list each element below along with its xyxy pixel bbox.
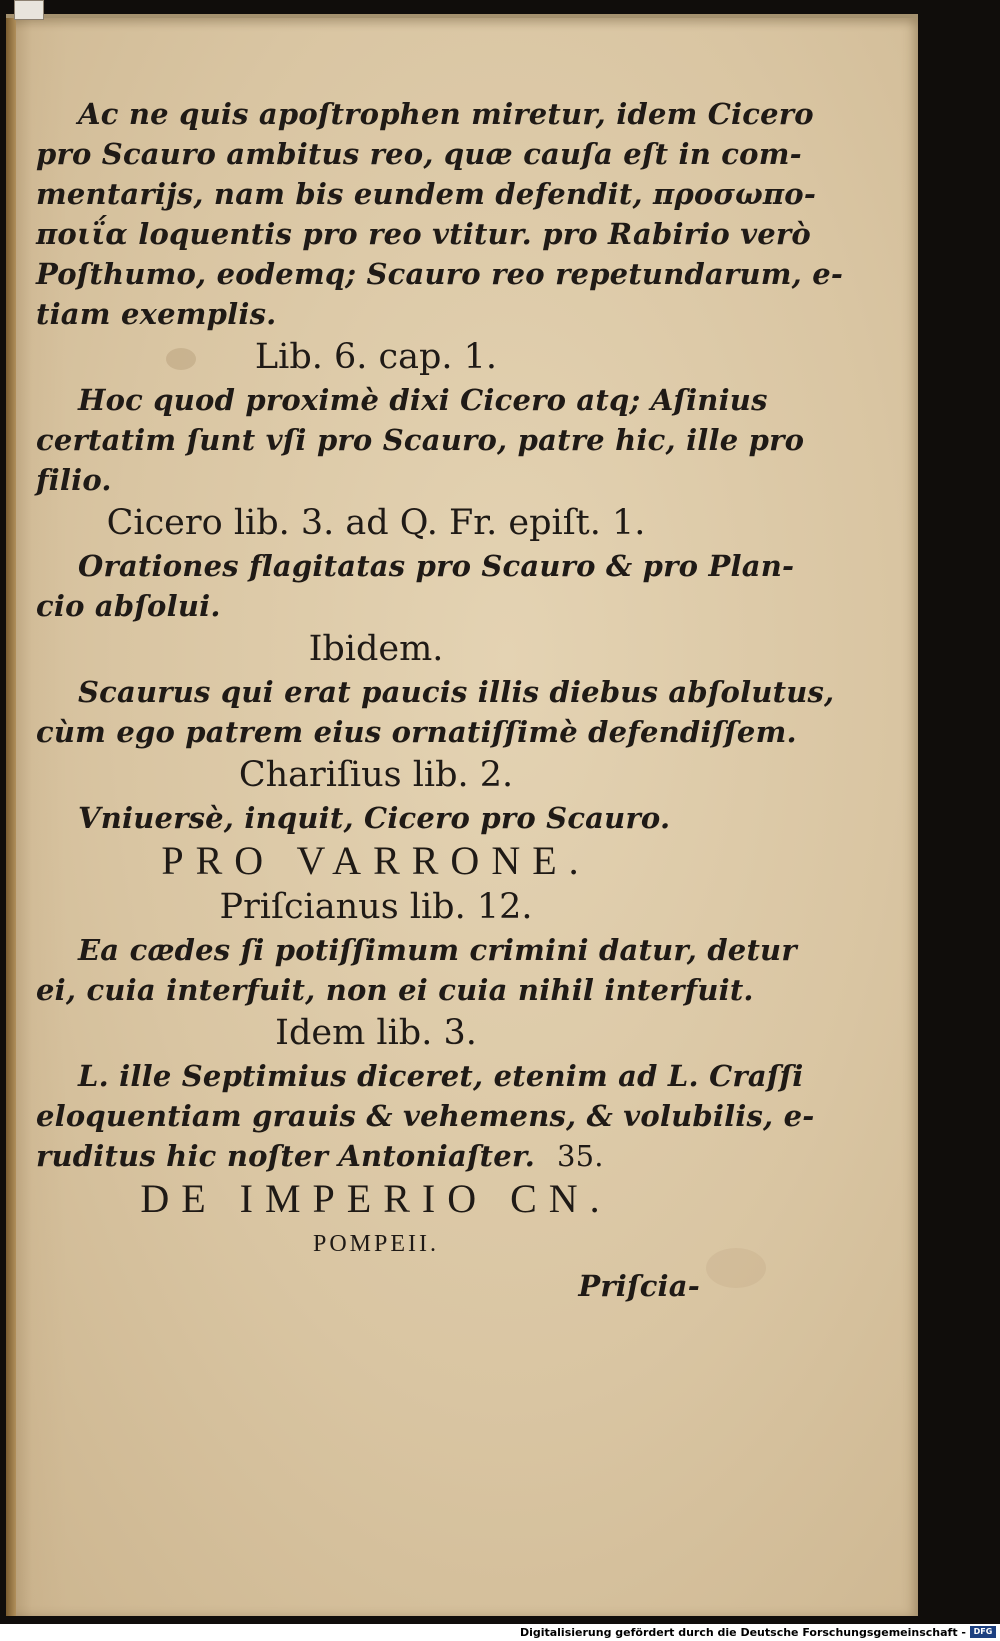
text-line: Ac ne quis apoſtrophen miretur, idem Cicero: [78, 97, 814, 131]
text-line: tiam exemplis.: [36, 297, 277, 331]
section-heading: Lib. 6. cap. 1.: [254, 337, 498, 377]
text-line: ποιΐα loquentis pro reo vtitur. pro Rabirio verò: [36, 217, 811, 251]
footer-bar: [0, 1624, 1000, 1641]
dfg-logo-icon: DFG: [970, 1626, 996, 1638]
page-text: [36, 94, 844, 1306]
text-line: mentarijs, nam bis eundem defendit, προσωπο-: [36, 177, 817, 211]
section-heading: Idem lib. 3.: [275, 1013, 477, 1053]
bookmark-tab: [14, 0, 44, 20]
text-line-content: ruditus hic noſter Antoniaſter.: [36, 1139, 535, 1173]
text-line: cio abſolui.: [36, 589, 221, 623]
page-number: 35.: [557, 1139, 604, 1173]
catchword: Priſcia-: [578, 1269, 700, 1303]
book-page: [6, 14, 918, 1616]
section-heading: Chariſius lib. 2.: [238, 755, 514, 795]
section-subtitle: POMPEII.: [312, 1231, 439, 1257]
footer-credit: Digitalisierung gefördert durch die Deutsche Forschungsgemeinschaft -: [519, 1626, 966, 1639]
text-line: Poſthumo, eodemq; Scauro reo repetundarum, e-: [36, 257, 844, 291]
text-line: ei, cuia interfuit, non ei cuia nihil interfuit.: [36, 973, 754, 1007]
text-line: [36, 1136, 716, 1176]
section-heading: Ibidem.: [308, 629, 444, 669]
text-line: eloquentiam grauis & vehemens, & volubilis, e-: [36, 1099, 815, 1133]
page-gutter-shadow: [6, 18, 16, 1616]
section-heading: Priſcianus lib. 12.: [219, 887, 533, 927]
text-line: Scaurus qui erat paucis illis diebus abſolutus,: [78, 675, 835, 709]
section-title: PRO VARRONE.: [161, 838, 591, 883]
text-line: Ea cædes ſi potiſſimum crimini datur, detur: [78, 933, 797, 967]
text-line: Vniuersè, inquit, Cicero pro Scauro.: [78, 801, 671, 835]
section-title: DE IMPERIO CN.: [140, 1176, 612, 1221]
text-line: L. ille Septimius diceret, etenim ad L. Craſſi: [78, 1059, 804, 1093]
text-line: filio.: [36, 463, 112, 497]
text-line: cùm ego patrem eius ornatiſſimè defendiſſem.: [36, 715, 797, 749]
text-line: pro Scauro ambitus reo, quæ cauſa eſt in com-: [36, 137, 802, 171]
text-line: Hoc quod proximè dixi Cicero atq; Aſinius: [78, 383, 768, 417]
section-heading: Cicero lib. 3. ad Q. Fr. epiſt. 1.: [106, 503, 646, 543]
text-line: certatim ſunt vſi pro Scauro, patre hic, ille pro: [36, 423, 805, 457]
text-line: Orationes flagitatas pro Scauro & pro Plan-: [78, 549, 795, 583]
